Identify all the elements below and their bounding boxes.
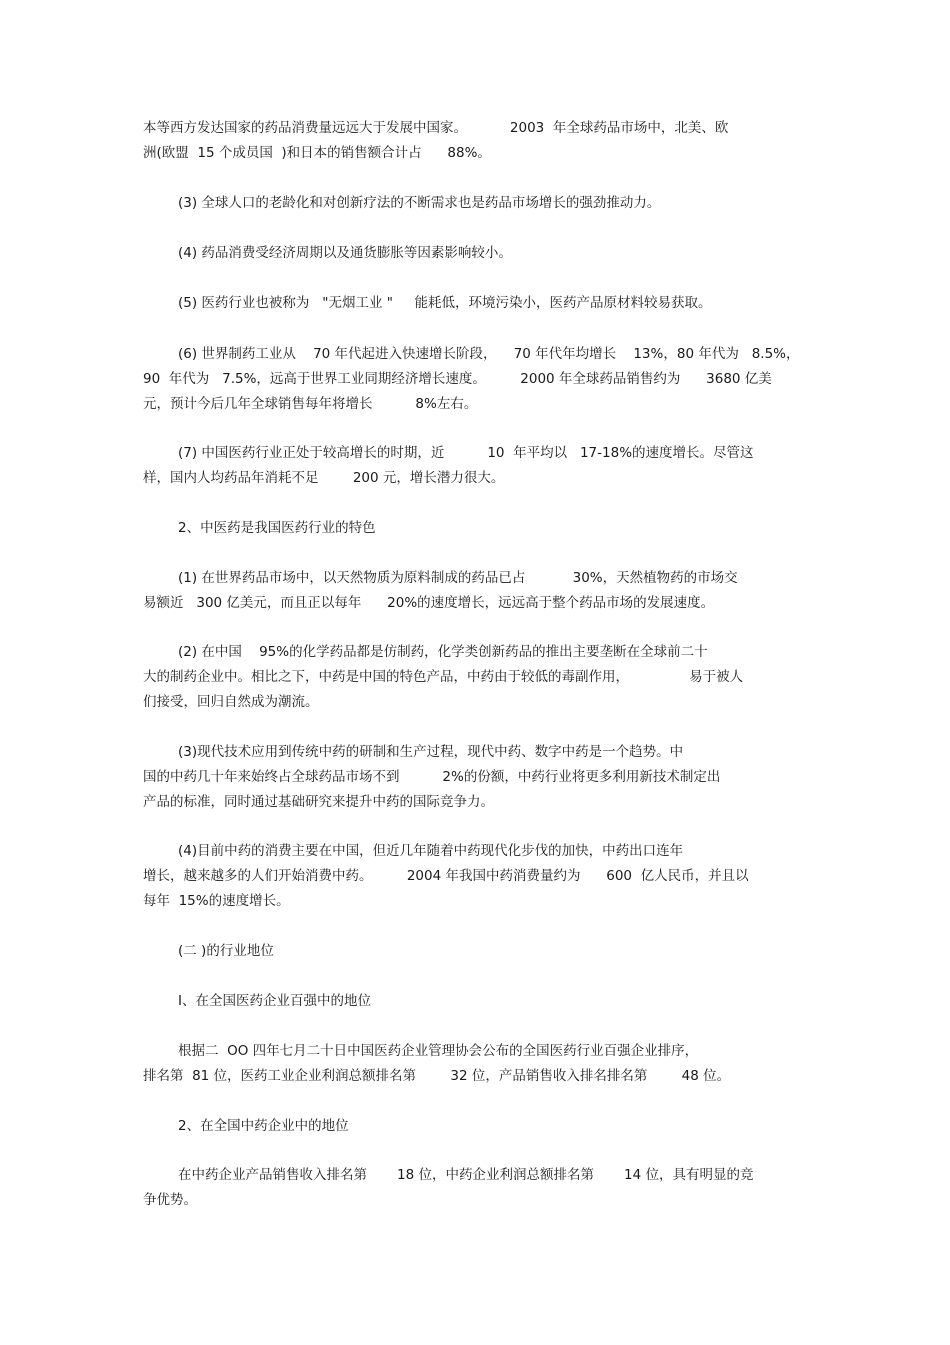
text-line: 90 年代为 7.5%，远高于世界工业同期经济增长速度。 2000 年全球药品销售约为 3680 亿美 xyxy=(143,371,772,387)
text-line: (4) 药品消费受经济周期以及通货膨胀等因素影响较小。 xyxy=(178,245,512,261)
text-line: 在中药企业产品销售收入排名第 18 位，中药企业利润总额排名第 14 位，具有明显的竞 xyxy=(178,1167,754,1183)
text-line: 大的制药企业中。相比之下，中药是中国的特色产品，中药由于较低的毒副作用， 易于被人 xyxy=(143,669,744,685)
text-line: (1) 在世界药品市场中，以天然物质为原料制成的药品已占 30%，天然植物药的市场交 xyxy=(178,570,738,586)
text-line: (6) 世界制药工业从 70 年代起进入快速增长阶段， 70 年代年均增长 13%，80 年代为 8.5%， xyxy=(178,346,800,362)
text-line: 洲(欧盟 15 个成员国 )和日本的销售额合计占 88%。 xyxy=(143,145,491,161)
section-heading: (二 )的行业地位 xyxy=(178,943,274,959)
text-line: 产品的标准，同时通过基础研究来提升中药的国际竞争力。 xyxy=(143,794,494,810)
text-line: (5) 医药行业也被称为 "无烟工业 " 能耗低，环境污染小，医药产品原材料较易获取。 xyxy=(178,295,712,311)
text-line: (3)现代技术应用到传统中药的研制和生产过程，现代中药、数字中药是一个趋势。中 xyxy=(178,744,684,760)
text-line: 增长，越来越多的人们开始消费中药。 2004 年我国中药消费量约为 600 亿人民币，并且以 xyxy=(143,868,749,884)
section-heading: I、在全国医药企业百强中的地位 xyxy=(178,993,371,1009)
text-line: 样，国内人均药品年消耗不足 200 元，增长潜力很大。 xyxy=(143,470,505,486)
text-line: (2) 在中国 95%的化学药品都是仿制药，化学类创新药品的推出主要垄断在全球前二十 xyxy=(178,644,708,660)
text-line: 根据二 OO 四年七月二十日中国医药企业管理协会公布的全国医药行业百强企业排序， xyxy=(178,1043,699,1059)
section-heading: 2、中医药是我国医药行业的特色 xyxy=(178,520,376,536)
text-line: 每年 15%的速度增长。 xyxy=(143,893,290,909)
text-line: 争优势。 xyxy=(143,1192,197,1208)
section-heading: 2、在全国中药企业中的地位 xyxy=(178,1118,349,1134)
text-line: (4)目前中药的消费主要在中国，但近几年随着中药现代化步伐的加快，中药出口连年 xyxy=(178,843,684,859)
text-line: 们接受，回归自然成为潮流。 xyxy=(143,694,319,710)
text-line: 排名第 81 位，医药工业企业利润总额排名第 32 位，产品销售收入排名排名第 48 位。 xyxy=(143,1068,731,1084)
text-line: (7) 中国医药行业正处于较高增长的时期，近 10 年平均以 17-18%的速度增长。尽管这 xyxy=(178,445,754,461)
text-line: 本等西方发达国家的药品消费量远远大于发展中国家。 2003 年全球药品市场中，北美、欧 xyxy=(143,120,729,136)
text-line: 易额近 300 亿美元，而且正以每年 20%的速度增长，远远高于整个药品市场的发展速度。 xyxy=(143,595,715,611)
text-line: 国的中药几十年来始终占全球药品市场不到 2%的份额，中药行业将更多利用新技术制定出 xyxy=(143,769,721,785)
text-line: (3) 全球人口的老龄化和对创新疗法的不断需求也是药品市场增长的强劲推动力。 xyxy=(178,195,661,211)
text-line: 元，预计今后几年全球销售每年将增长 8%左右。 xyxy=(143,396,478,412)
